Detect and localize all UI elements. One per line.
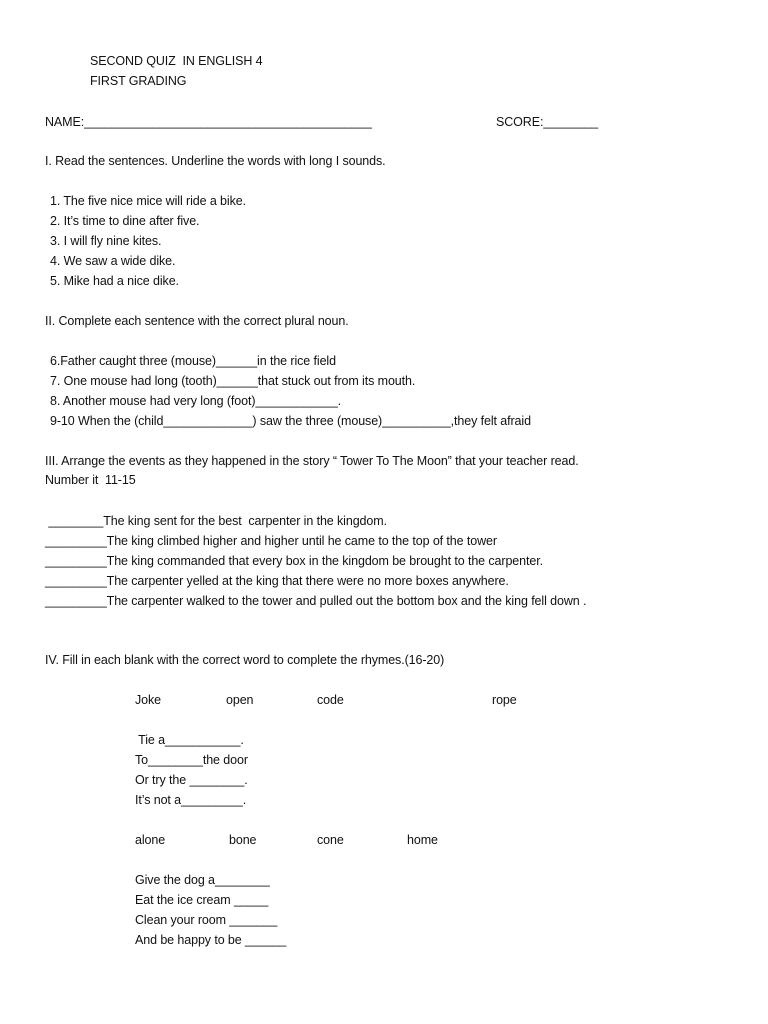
part1-item: 3. I will fly nine kites.: [50, 234, 162, 248]
rhyme-line[interactable]: Tie a___________.: [135, 733, 244, 747]
part3-instruction: III. Arrange the events as they happened in the story “ Tower To The Moon” that your teacher read.: [45, 454, 579, 468]
part3-event[interactable]: _________The carpenter walked to the tower and pulled out the bottom box and the king fell down .: [45, 594, 587, 608]
word-choice: code: [317, 693, 344, 707]
part3-instruction-numbering: Number it 11-15: [45, 473, 136, 487]
quiz-title: SECOND QUIZ IN ENGLISH 4: [90, 54, 263, 68]
part3-event[interactable]: _________The carpenter yelled at the king that there were no more boxes anywhere.: [45, 574, 509, 588]
part1-item: 2. It’s time to dine after five.: [50, 214, 200, 228]
part2-item[interactable]: 6.Father caught three (mouse)______in the rice field: [50, 354, 336, 368]
part3-event[interactable]: _________The king commanded that every box in the kingdom be brought to the carpenter.: [45, 554, 543, 568]
word-choice: alone: [135, 833, 166, 847]
rhyme-line[interactable]: And be happy to be ______: [135, 933, 287, 947]
part1-instruction: I. Read the sentences. Underline the words with long I sounds.: [45, 154, 386, 168]
part2-item[interactable]: 7. One mouse had long (tooth)______that stuck out from its mouth.: [50, 374, 416, 388]
rhyme-line[interactable]: Give the dog a________: [135, 873, 270, 887]
word-choice: bone: [229, 833, 257, 847]
rhyme-line[interactable]: It’s not a_________.: [135, 793, 247, 807]
part4-instruction: IV. Fill in each blank with the correct word to complete the rhymes.(16-20): [45, 653, 445, 667]
word-choice: cone: [317, 833, 344, 847]
quiz-subtitle: FIRST GRADING: [90, 74, 187, 88]
rhyme-line[interactable]: Eat the ice cream _____: [135, 893, 269, 907]
rhyme-line[interactable]: To________the door: [135, 753, 248, 767]
part2-item[interactable]: 8. Another mouse had very long (foot)____________.: [50, 394, 342, 408]
word-choice: home: [407, 833, 438, 847]
rhyme-line[interactable]: Clean your room _______: [135, 913, 278, 927]
part3-event[interactable]: ________The king sent for the best carpenter in the kingdom.: [45, 514, 387, 528]
part1-item: 5. Mike had a nice dike.: [50, 274, 179, 288]
word-choice: Joke: [135, 693, 162, 707]
word-choice: open: [226, 693, 254, 707]
part1-item: 4. We saw a wide dike.: [50, 254, 176, 268]
score-field[interactable]: SCORE:________: [496, 115, 599, 129]
name-field[interactable]: NAME:__________________________________________: [45, 115, 372, 129]
part3-event[interactable]: _________The king climbed higher and higher until he came to the top of the tower: [45, 534, 497, 548]
part2-instruction: II. Complete each sentence with the correct plural noun.: [45, 314, 349, 328]
part2-item[interactable]: 9-10 When the (child_____________) saw the three (mouse)__________,they felt afraid: [50, 414, 531, 428]
word-choice: rope: [492, 693, 517, 707]
rhyme-line[interactable]: Or try the ________.: [135, 773, 248, 787]
part1-item: 1. The five nice mice will ride a bike.: [50, 194, 246, 208]
